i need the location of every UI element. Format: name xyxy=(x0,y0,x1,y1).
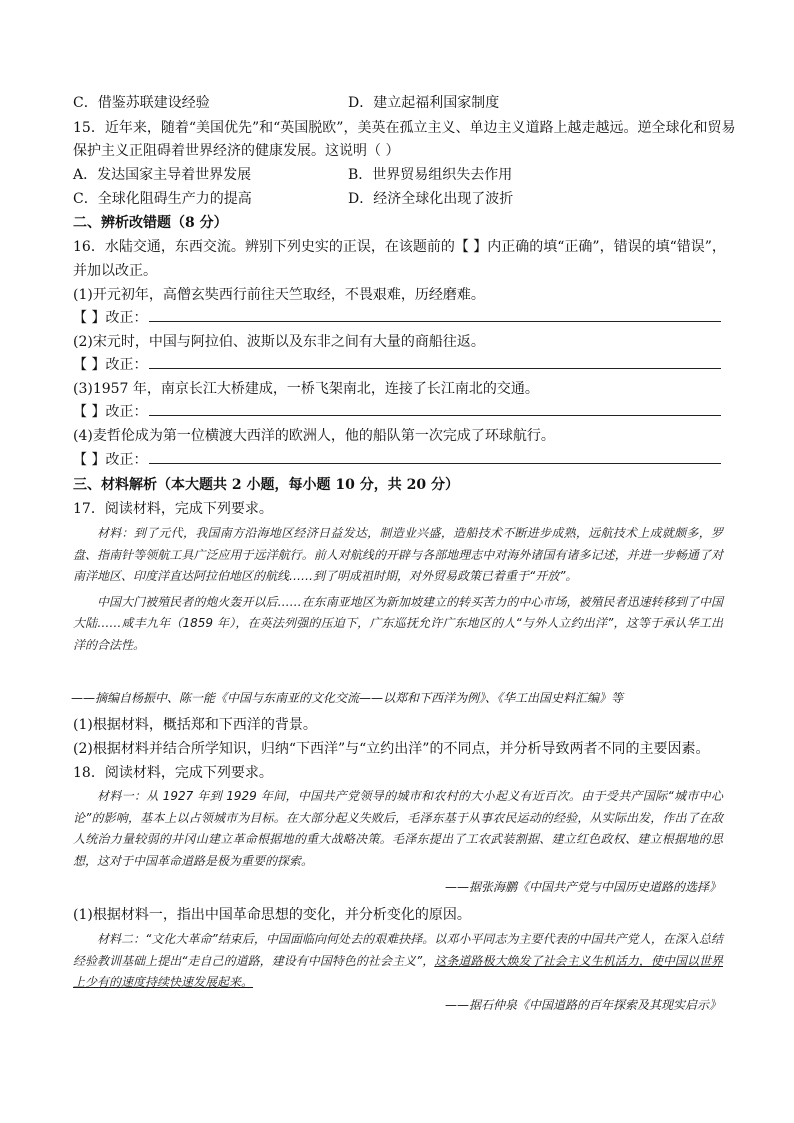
q16-stem-line2: 并加以改正。 xyxy=(73,263,157,279)
q16-item-3: (3)1957 年，南京长江大桥建成，一桥飞架南北，连接了长江南北的交通。 xyxy=(73,381,539,397)
q18-material-2-plain: 材料二：“文化大革命”结束后，中国面临向何处去的艰难抉择。以邓小平同志为主要代表的中国共产党人，在深入总结经验教训基础上提出“走自己的道路，建设有中国特色的社会主义”， xyxy=(73,932,723,968)
q16-answer-line-4 xyxy=(73,449,721,471)
q15-option-b: B．世界贸易组织失去作用 xyxy=(348,167,513,183)
answer-label: 【 】改正： xyxy=(73,452,148,468)
q18-requirement-1: (1)根据材料一，指出中国革命思想的变化，并分析变化的原因。 xyxy=(73,907,471,923)
q17-material-paragraph-2: 中国大门被殖民者的炮火轰开以后……在东南亚地区为新加坡建立的转买苦力的中心市场，被殖民者迅速转移到了中国大陆……咸丰九年（1859 年），在英法列强的压迫下，广东巡抚允许广东地区的人“与外人立约出洋”，这等于承认华工出洋的合法性。 xyxy=(73,594,723,652)
answer-blank[interactable] xyxy=(149,449,721,464)
q15-option-a: A．发达国家主导着世界发展 xyxy=(73,167,252,183)
q16-answer-line-1 xyxy=(73,307,721,329)
q18-source-1: ——据张海鹏《中国共产党与中国历史道路的选择》 xyxy=(444,880,721,894)
q15-options-row2 xyxy=(73,188,514,210)
q15-option-d: D．经济全球化出现了波折 xyxy=(348,191,514,207)
q17-material-paragraph-1: 材料：到了元代，我国南方沿海地区经济日益发达，制造业兴盛，造船技术不断进步成熟，远航技术上成就颇多，罗盘、指南针等领航工具广泛应用于远洋航行。前人对航线的开辟与各部地理志中对海外诸国有诸多记述，并进一步畅通了对南洋地区、印度洋直达阿拉伯地区的航线……到了明成祖时期，对外贸易政策已着重于“开放”。 xyxy=(73,526,723,583)
q16-item-2: (2)宋元时，中国与阿拉伯、波斯以及东非之间有大量的商船往返。 xyxy=(73,334,485,350)
q18-material-2-underlined: 这条道路极大焕发了社会主义生机活力，使中国以世界上少有的速度持续快速发展起来。 xyxy=(73,953,723,989)
q16-answer-line-2 xyxy=(73,354,721,376)
q17-source-citation: ——摘编自杨振中、陈一能《中国与东南亚的文化交流——以郑和下西洋为例》、《华工出国史料汇编》等 xyxy=(71,691,624,705)
q18-stem: 18．阅读材料，完成下列要求。 xyxy=(73,765,273,781)
q18-material-2 xyxy=(73,929,723,994)
q18-material-1 xyxy=(73,786,723,872)
q15-options-row1 xyxy=(73,164,513,186)
q17-requirement-1: (1)根据材料，概括郑和下西洋的背景。 xyxy=(73,717,317,733)
answer-label: 【 】改正： xyxy=(73,404,148,420)
q18-material-2-text xyxy=(73,929,723,994)
answer-blank[interactable] xyxy=(149,307,721,322)
q14-option-c: C．借鉴苏联建设经验 xyxy=(73,95,210,111)
section2-heading: 二、辨析改错题（8 分） xyxy=(73,215,228,231)
q15-option-c: C．全球化阻碍生产力的提高 xyxy=(73,191,252,207)
q16-item-1: (1)开元初年，高僧玄奘西行前往天竺取经，不畏艰难，历经磨难。 xyxy=(73,287,485,303)
answer-blank[interactable] xyxy=(149,401,721,416)
q16-item-4: (4)麦哲伦成为第一位横渡大西洋的欧洲人，他的船队第一次完成了环球航行。 xyxy=(73,428,555,444)
q14-option-d: D．建立起福利国家制度 xyxy=(348,95,500,111)
answer-blank[interactable] xyxy=(149,354,721,369)
q15-stem-line1: 15．近年来，随着“美国优先”和“英国脱欧”，美英在孤立主义、单边主义道路上越走越远。逆全球化和贸易 xyxy=(73,120,736,136)
answer-label: 【 】改正： xyxy=(73,310,148,326)
q18-source-2: ——据石仲泉《中国道路的百年探索及其现实启示》 xyxy=(444,998,721,1012)
q15-stem-line2: 保护主义正阻碍着世界经济的健康发展。这说明（ ） xyxy=(73,143,400,159)
q14-options-row xyxy=(73,92,500,114)
q18-material-1-text: 材料一：从 1927 年到 1929 年间，中国共产党领导的城市和农村的大小起义有近百次。由于受共产国际“城市中心论”的影响，基本上以占领城市为目标。在大部分起义失败后，毛泽东基于从事农民运动的经验，从实际出发，作出了在敌人统治力量较弱的井冈山建立革命根据地的重大战略决策。毛泽东提出了工农武装割据、建立红色政权、建立根据地的思想，这对于中国革命道路是极为重要的探索。 xyxy=(73,789,723,868)
q16-answer-line-3 xyxy=(73,401,721,423)
section3-heading: 三、材料解析（本大题共 2 小题，每小题 10 分，共 20 分） xyxy=(73,477,459,493)
q16-stem-line1: 16．水陆交通，东西交流。辨别下列史实的正误，在该题前的【 】内正确的填“正确”，错误的填“错误”， xyxy=(73,239,726,255)
answer-label: 【 】改正： xyxy=(73,357,148,373)
q17-stem: 17．阅读材料，完成下列要求。 xyxy=(73,501,273,517)
q17-requirement-2: (2)根据材料并结合所学知识，归纳“下西洋”与“立约出洋”的不同点，并分析导致两者不同的主要因素。 xyxy=(73,741,710,757)
q17-material xyxy=(73,523,723,656)
